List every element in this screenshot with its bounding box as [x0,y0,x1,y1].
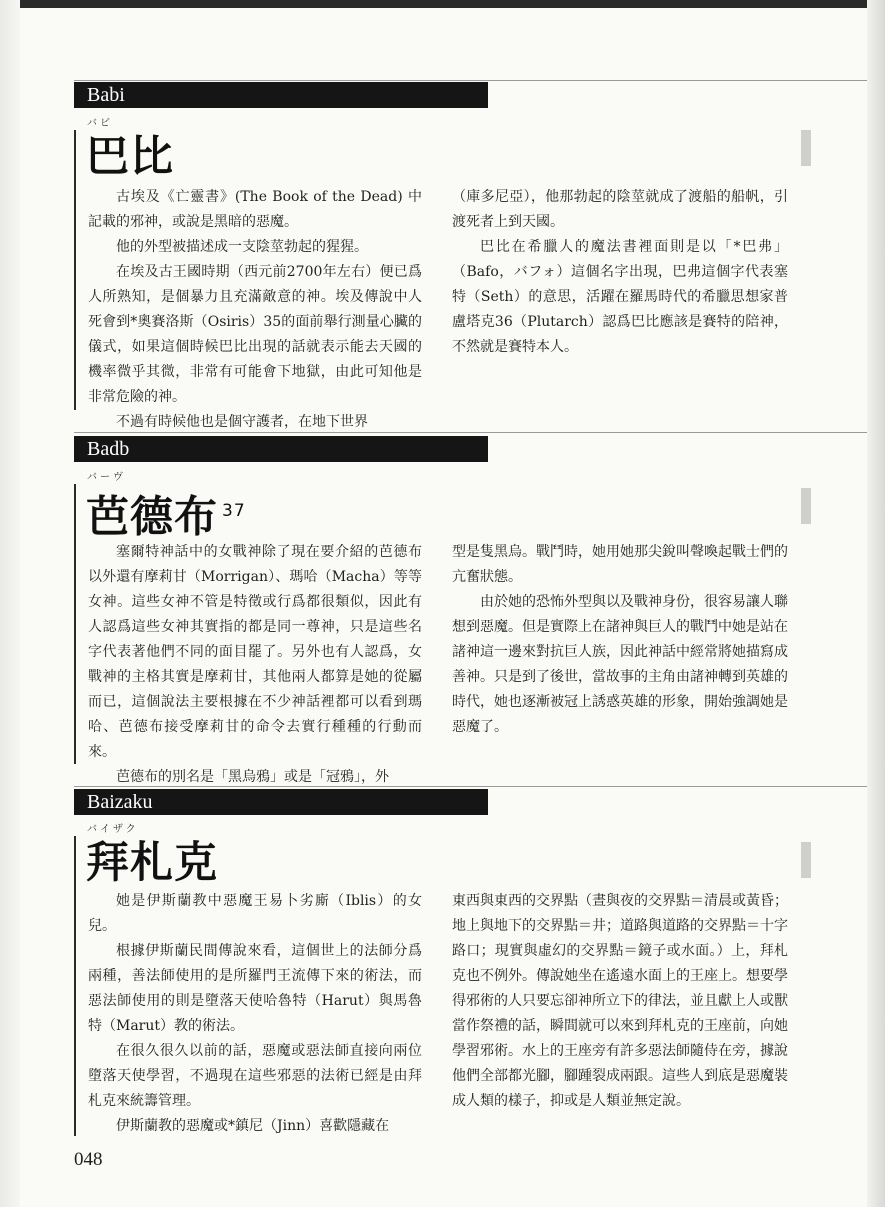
paragraph: 巴比在希臘人的魔法書裡面則是以「*巴弗」（Bafo，バフォ）這個名字出現，巴弗這個字代表塞特（Seth）的意思，活躍在羅馬時代的希臘思想家普盧塔克36（Plutarch）認爲巴比應該是賽特的陪神，不然就是賽特本人。 [452,239,788,355]
page-edge-shadow [867,0,885,1207]
paragraph: 由於她的恐怖外型與以及戰神身份，很容易讓人聯想到惡魔。但是實際上在諸神與巨人的戰鬥中她是站在諸神這一邊來對抗巨人族，因此神話中經常將她描寫成善神。只是到了後世，當故事的主角由諸神轉到英雄的時代，她也逐漸被冠上誘惑英雄的形象，開始強調她是惡魔了。 [452,594,788,735]
paragraph: 伊斯蘭教的惡魔或*鎮尼（Jinn）喜歡隱藏在 [116,1118,390,1134]
section-kana: バーヴ [87,472,126,483]
section-side-line [74,130,76,410]
section-right-column [452,889,788,1114]
paragraph: 型是隻黑烏。戰鬥時，她用她那尖銳叫聲喚起戰士們的亢奮狀態。 [452,544,788,585]
section-side-line [74,836,76,1136]
section-header-bar: Badb [74,436,488,462]
section-header-bar: Babi [74,82,488,108]
paragraph: （庫多尼亞），他那勃起的陰莖就成了渡船的船帆，引渡死者上到天國。 [452,189,788,230]
show-through-mark [801,130,811,166]
section-title: 芭德布 $^{37}$ [86,492,246,543]
paragraph: 在很久很久以前的話，惡魔或惡法師直接向兩位墮落天使學習，不過現在這些邪惡的法術已經是由拜札克來統籌管理。 [88,1043,422,1109]
top-edge [0,0,885,8]
section-right-column [452,185,788,360]
section-rule [74,80,867,81]
show-through-mark [801,842,811,878]
section-rule [74,786,867,787]
section-kana: バイザク [87,824,139,835]
section-left-column [88,889,422,1139]
paragraph: 不過有時候他也是個守護者，在地下世界 [116,414,368,430]
page-number: 048 [74,1149,103,1170]
section-right-column [452,540,788,740]
section-side-line [74,484,76,764]
paragraph: 他的外型被描述成一支陰莖勃起的猩猩。 [116,239,368,255]
section-left-column [88,185,422,435]
paragraph: 芭德布的別名是「黑烏鴉」或是「冠鴉」，外 [116,769,389,785]
section-title: 拜札克 [86,838,218,888]
section-rule [74,432,867,433]
book-spine-shadow [0,0,20,1207]
paragraph: 根據伊斯蘭民間傳說來看，這個世上的法師分爲兩種，善法師使用的是所羅門王流傳下來的術法，而惡法師使用的則是墮落天使哈魯特（Harut）與馬魯特（Marut）教的術法。 [88,943,422,1034]
footnote-ref: 37 [222,501,246,521]
section-kana: バビ [87,118,113,129]
section-left-column [88,540,422,790]
paragraph: 東西與東西的交界點（晝與夜的交界點＝清晨或黃昏；地上與地下的交界點＝井；道路與道路的交界點＝十字路口；現實與虛幻的交界點＝鏡子或水面。）上，拜札克也不例外。傳說她坐在遙遠水面上的王座上。想要學得邪術的人只要忘卻神所立下的律法，並且獻上人或獸當作祭禮的話，瞬間就可以來到拜札克的王座前，向她學習邪術。水上的王座旁有許多惡法師隨侍在旁，據說他們全部都光腳，腳踵裂成兩跟。這些人到底是惡魔裝成人類的樣子，抑或是人類並無定說。 [452,893,788,1109]
paragraph: 古埃及《亡靈書》(The Book of the Dead) 中記載的邪神，或說是黑暗的惡魔。 [88,189,422,230]
show-through-mark [801,488,811,524]
section-header-bar: Baizaku [74,789,488,815]
paragraph: 塞爾特神話中的女戰神除了現在要介紹的芭德布以外還有摩莉甘（Morrigan）、瑪哈（Macha）等等女神。這些女神不管是特徵或行爲都很類似，因此有人認爲這些女神其實指的都是同一尊神，只是這些名字代表著他們不同的面目罷了。另外也有人認爲，女戰神的主格其實是摩莉甘，其他兩人都算是她的從屬而已，這個說法主要根據在不少神話裡都可以看到瑪哈、芭德布接受摩莉甘的命令去實行種種的行動而來。 [88,544,422,760]
paragraph: 她是伊斯蘭教中惡魔王易卜劣廝（Iblis）的女兒。 [88,893,422,934]
section-title: 巴比 [86,132,174,182]
paragraph: 在埃及古王國時期（西元前2700年左右）便已爲人所熟知，是個暴力且充滿敵意的神。埃及傳說中人死會到*奧賽洛斯（Osiris）35的面前舉行測量心臟的儀式，如果這個時候巴比出現的話就表示能去天國的機率微乎其微，非常有可能會下地獄，由此可知他是非常危險的神。 [88,264,422,405]
